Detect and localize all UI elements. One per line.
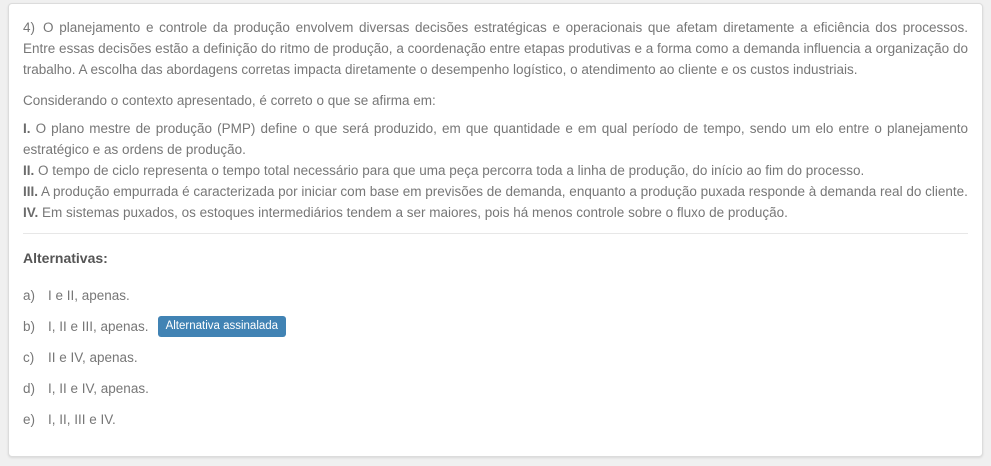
statement-label: II. — [23, 163, 35, 178]
options-list — [23, 285, 968, 430]
statement-text: O tempo de ciclo representa o tempo total necessário para que uma peça percorra toda a linha de produção, do início ao fim do processo. — [34, 163, 865, 178]
question-intro-text: O planejamento e controle da produção envolvem diversas decisões estratégicas e operacionais que afetam diretamente a eficiência dos processos. Entre essas decisões estão a definição do ritmo de produção, a coordenação entre etapas produtivas e a forma como a demanda influencia a organização do trabalho. A escolha das abordagens corretas impacta diretamente o desempenho logístico, o atendimento ao cliente e os custos industriais. — [23, 20, 968, 77]
statement-label: IV. — [23, 205, 39, 220]
section-divider — [23, 233, 968, 234]
option-letter: b) — [23, 319, 36, 334]
alternatives-heading: Alternativas: — [23, 250, 108, 266]
option-text: I, II, III e IV. — [48, 412, 116, 427]
statement — [23, 160, 968, 181]
selected-answer-badge: Alternativa assinalada — [158, 316, 287, 337]
statement-text: O plano mestre de produção (PMP) define o que será produzido, em que quantidade e em qual período de tempo, sendo um elo entre o planejamento estratégico e as ordens de produção. — [23, 121, 968, 157]
statement — [23, 118, 968, 160]
question-number: 4) — [23, 20, 36, 35]
question-intro — [23, 17, 968, 80]
statement — [23, 181, 968, 202]
option-letter: a) — [23, 288, 36, 303]
question-body — [23, 17, 968, 223]
answer-option[interactable] — [23, 285, 968, 306]
answer-option[interactable] — [23, 347, 968, 368]
statement-label: I. — [23, 121, 31, 136]
option-text: II e IV, apenas. — [48, 350, 138, 365]
question-card — [8, 3, 983, 457]
option-text: I e II, apenas. — [48, 288, 130, 303]
option-letter: c) — [23, 350, 35, 365]
statements-list — [23, 118, 968, 223]
statement-text: Em sistemas puxados, os estoques intermediários tendem a ser maiores, pois há menos controle sobre o fluxo de produção. — [38, 205, 788, 220]
answer-option[interactable] — [23, 378, 968, 399]
option-letter: d) — [23, 381, 36, 396]
answer-option[interactable] — [23, 409, 968, 430]
question-context: Considerando o contexto apresentado, é correto o que se afirma em: — [23, 93, 436, 108]
answer-option[interactable] — [23, 316, 968, 337]
option-text: I, II e III, apenas. — [48, 319, 149, 334]
option-letter: e) — [23, 412, 36, 427]
option-text: I, II e IV, apenas. — [48, 381, 149, 396]
statement-label: III. — [23, 184, 39, 199]
statement-text: A produção empurrada é caracterizada por iniciar com base em previsões de demanda, enquanto a produção puxada responde à demanda real do cliente. — [38, 184, 968, 199]
statement — [23, 202, 968, 223]
